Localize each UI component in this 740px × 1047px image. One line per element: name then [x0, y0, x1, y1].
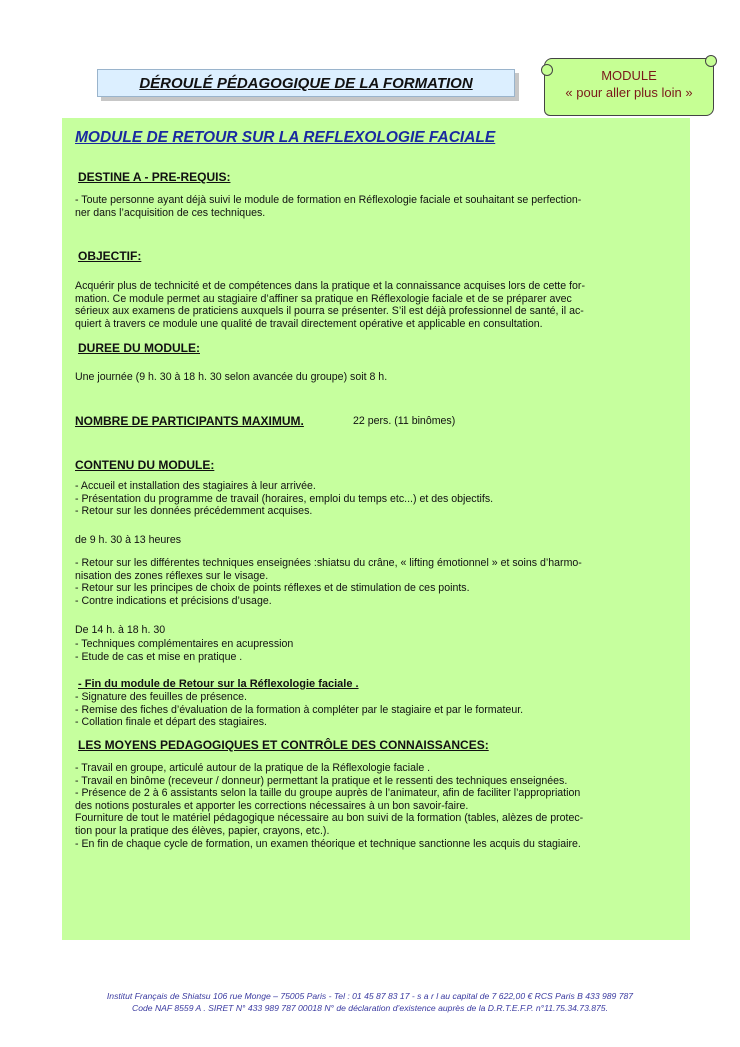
scroll-curl-icon: [705, 55, 717, 67]
duree-heading: DUREE DU MODULE:: [78, 341, 200, 355]
contenu-morning: - Retour sur les différentes techniques enseignées :shiatsu du crâne, « lifting émotionnel » et soins d’harmo- nisation des zones réflexes sur le visage. - Retour sur les principes de choix de points réflexes et de stimulation de ces points. - Contre indications et précisions d’usage.: [75, 557, 582, 607]
moyens-text: - Travail en groupe, articulé autour de la pratique de la Réflexologie faciale . - Travail en binôme (receveur / donneur) permettant la pratique et le ressenti des techniques enseignées. - Présence de 2 à 6 assistants selon la taille du groupe auprès de l’animateur, afin de faciliter l’appropriation des notions posturales et apporter les corrections nécessaires à un bon savoir-faire. Fourniture de tout le matériel pédagogique nécessaire au bon suivi de la formation (tables, alèzes de protec- tion pour la pratique des élèves, papier, crayons, etc.). - En fin de chaque cycle de formation, un examen théorique et technique sanctionne les acquis du stagiaire.: [75, 762, 584, 850]
page-title: DÉROULÉ PÉDAGOGIQUE DE LA FORMATION: [97, 69, 515, 97]
fin-heading: - Fin du module de Retour sur la Réflexologie faciale .: [78, 678, 359, 690]
module-scroll-badge: [544, 58, 714, 116]
objectif-text: Acquérir plus de technicité et de compétences dans la pratique et la connaissance acquises lors de cette for- mation. Ce module permet au stagiaire d’affiner sa pratique en Réflexologie faciale et de se préparer avec sérieux aux examens de praticiens auxquels il pourra se présenter. S’il est déjà professionnel de santé, il ac- quiert à travers ce module une qualité de travail directement opérative et applicable en consultation.: [75, 280, 585, 330]
contenu-afternoon-time: De 14 h. à 18 h. 30: [75, 624, 166, 636]
destine-text: - Toute personne ayant déjà suivi le module de formation en Réflexologie faciale et souhaitant se perfection- ner dans l’acquisition de ces techniques.: [75, 194, 582, 219]
moyens-heading: LES MOYENS PEDAGOGIQUES ET CONTRÔLE DES CONNAISSANCES:: [78, 738, 489, 752]
duree-text: Une journée (9 h. 30 à 18 h. 30 selon avancée du groupe) soit 8 h.: [75, 371, 388, 383]
footer-line-1: Institut Français de Shiatsu 106 rue Monge – 75005 Paris - Tel : 01 45 87 83 17 - s a r l au capital de 7 622,00 € RCS Paris B 433 989 787: [106, 991, 634, 1001]
module-subtitle: « pour aller plus loin »: [565, 85, 693, 100]
participants-value: 22 pers. (11 binômes): [353, 415, 456, 427]
module-title: MODULE DE RETOUR SUR LA REFLEXOLOGIE FACIALE: [75, 129, 496, 146]
contenu-morning-time: de 9 h. 30 à 13 heures: [75, 534, 182, 546]
module-label: MODULE: [601, 68, 657, 83]
footer-line-2: Code NAF 8559 A . SIRET N° 433 989 787 00018 N° de déclaration d’existence auprès de la D.R.T.E.F.P. n°11.75.34.73.875.: [132, 1003, 608, 1013]
fin-text: - Signature des feuilles de présence. - Remise des fiches d’évaluation de la formation à compléter par le stagiaire et par le formateur. - Collation finale et départ des stagiaires.: [75, 691, 524, 729]
contenu-afternoon: - Techniques complémentaires en acupression - Etude de cas et mise en pratique .: [75, 638, 294, 663]
participants-heading: NOMBRE DE PARTICIPANTS MAXIMUM.: [75, 414, 304, 428]
contenu-intro: - Accueil et installation des stagiaires à leur arrivée. - Présentation du programme de travail (horaires, emploi du temps etc...) et des objectifs. - Retour sur les données précédemment acquises.: [75, 480, 494, 518]
module-content-box: [62, 118, 690, 940]
destine-heading: DESTINE A - PRE-REQUIS:: [78, 170, 231, 184]
objectif-heading: OBJECTIF:: [78, 249, 142, 263]
contenu-heading: CONTENU DU MODULE:: [75, 458, 215, 472]
